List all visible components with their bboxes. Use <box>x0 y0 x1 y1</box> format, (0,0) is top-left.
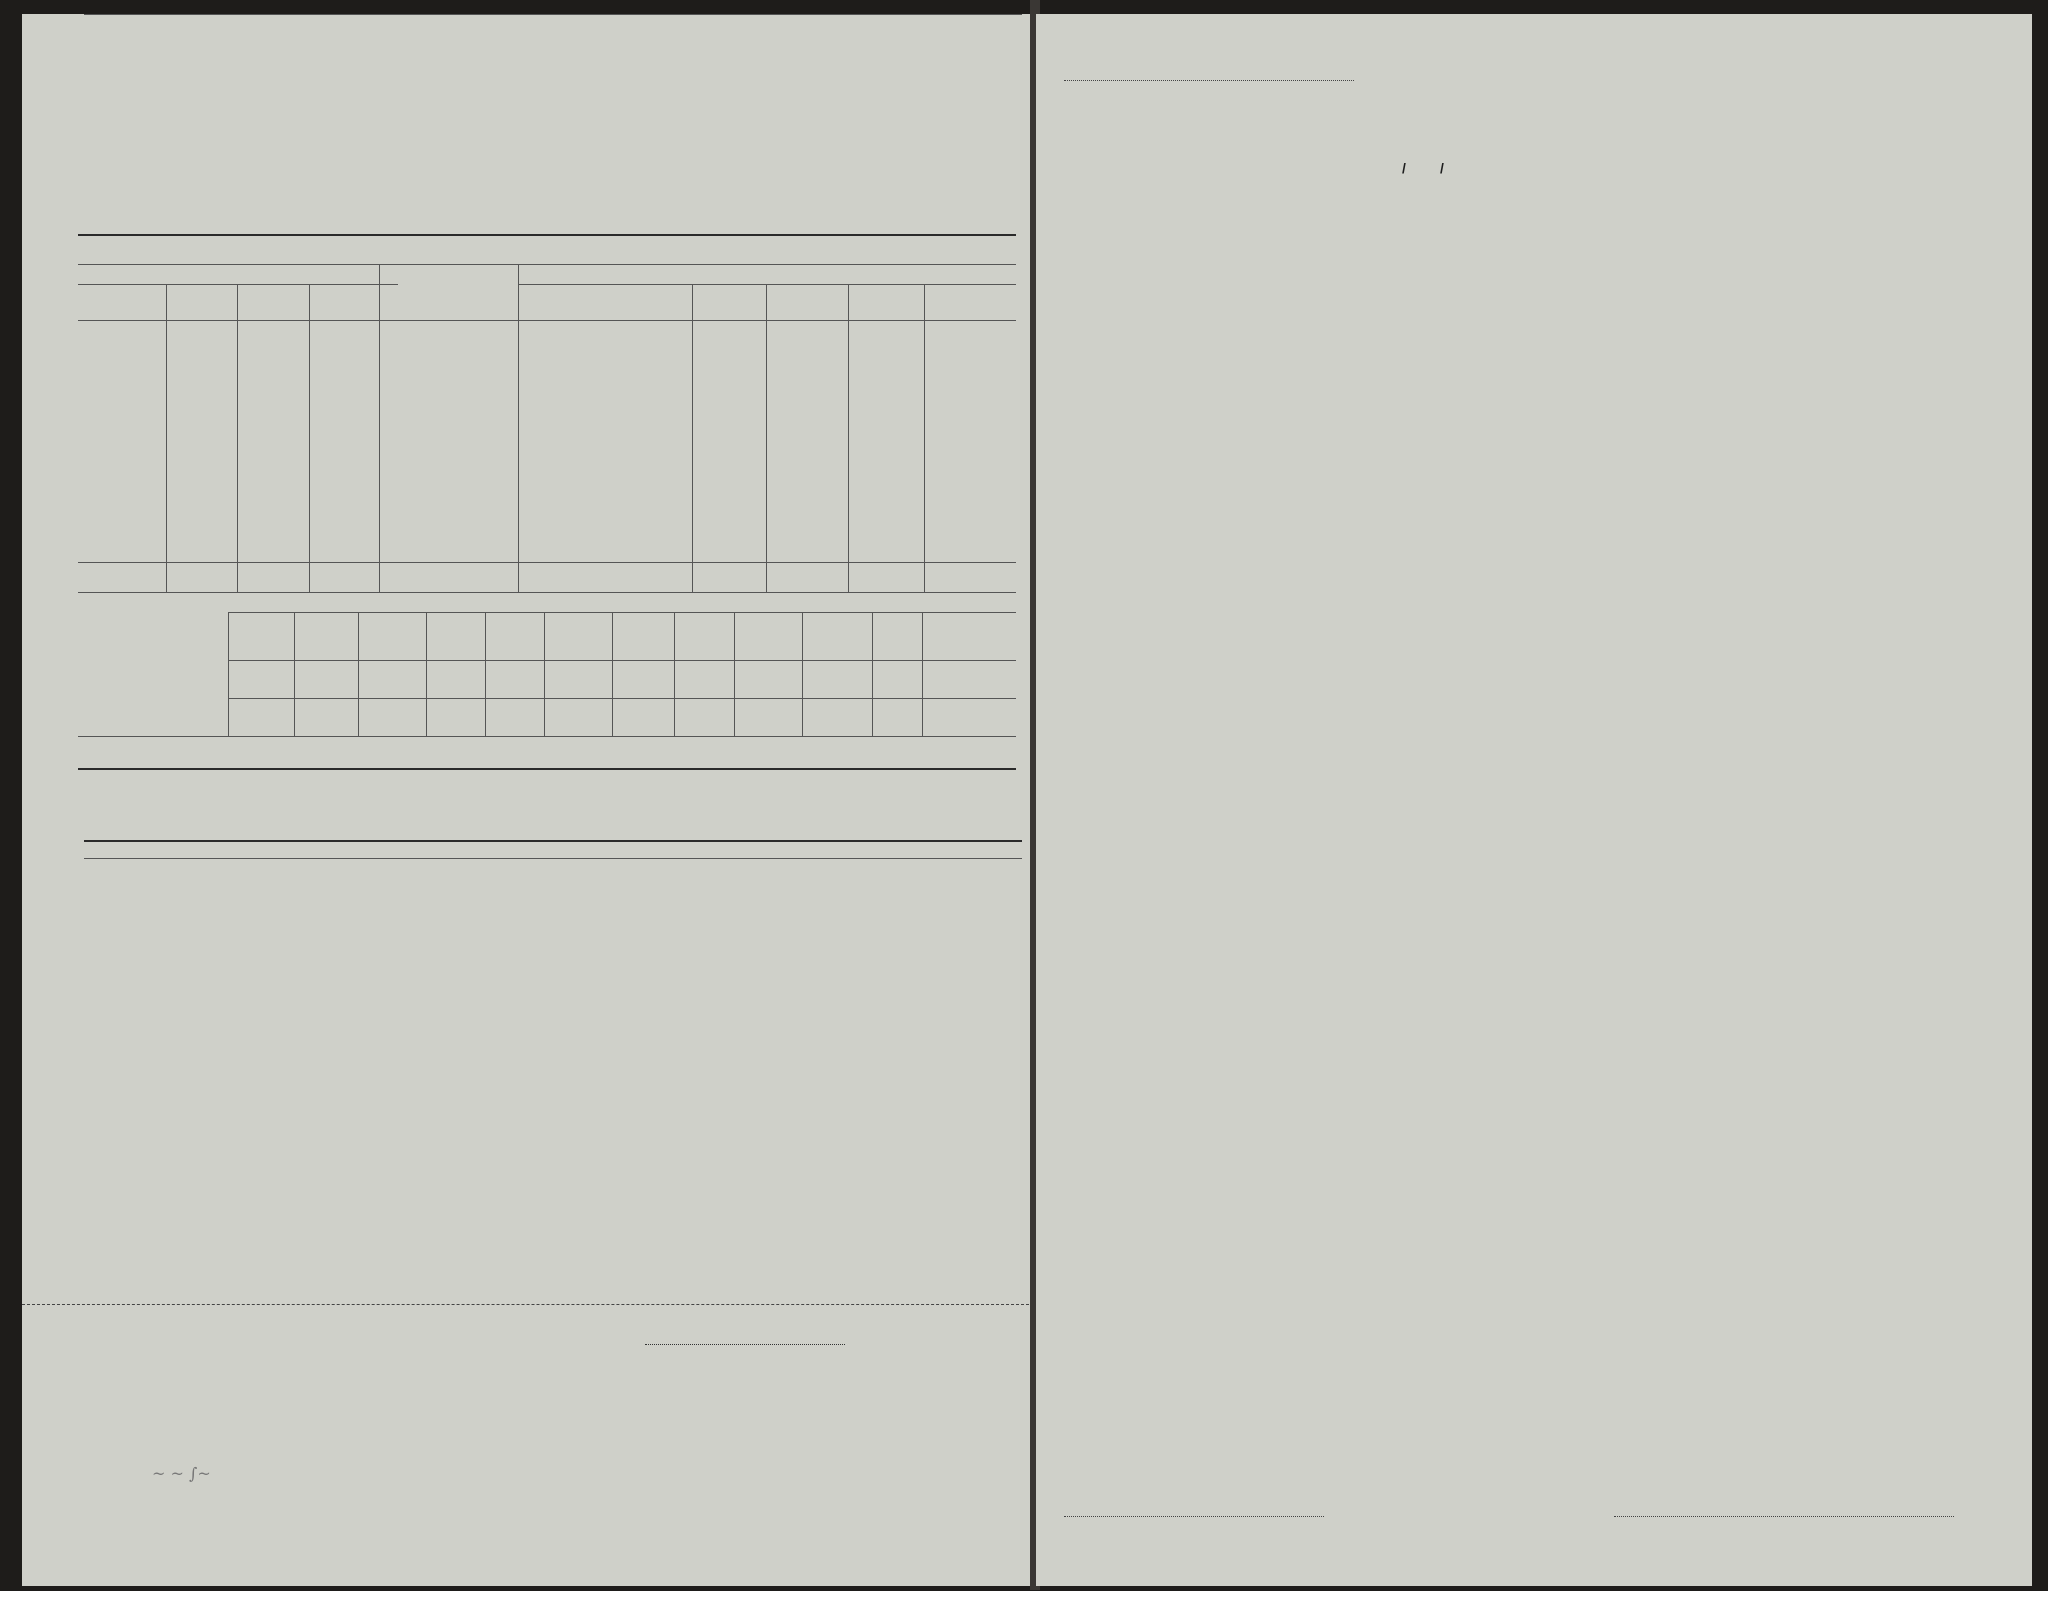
faint-marks: ~ ~ ∫~ <box>152 1464 211 1483</box>
right-page <box>1036 14 2032 1586</box>
slash-2: / <box>1440 160 1445 176</box>
left-page <box>22 14 1036 1586</box>
slash-1: / <box>1402 160 1407 176</box>
footer-strip <box>0 1591 2048 1617</box>
